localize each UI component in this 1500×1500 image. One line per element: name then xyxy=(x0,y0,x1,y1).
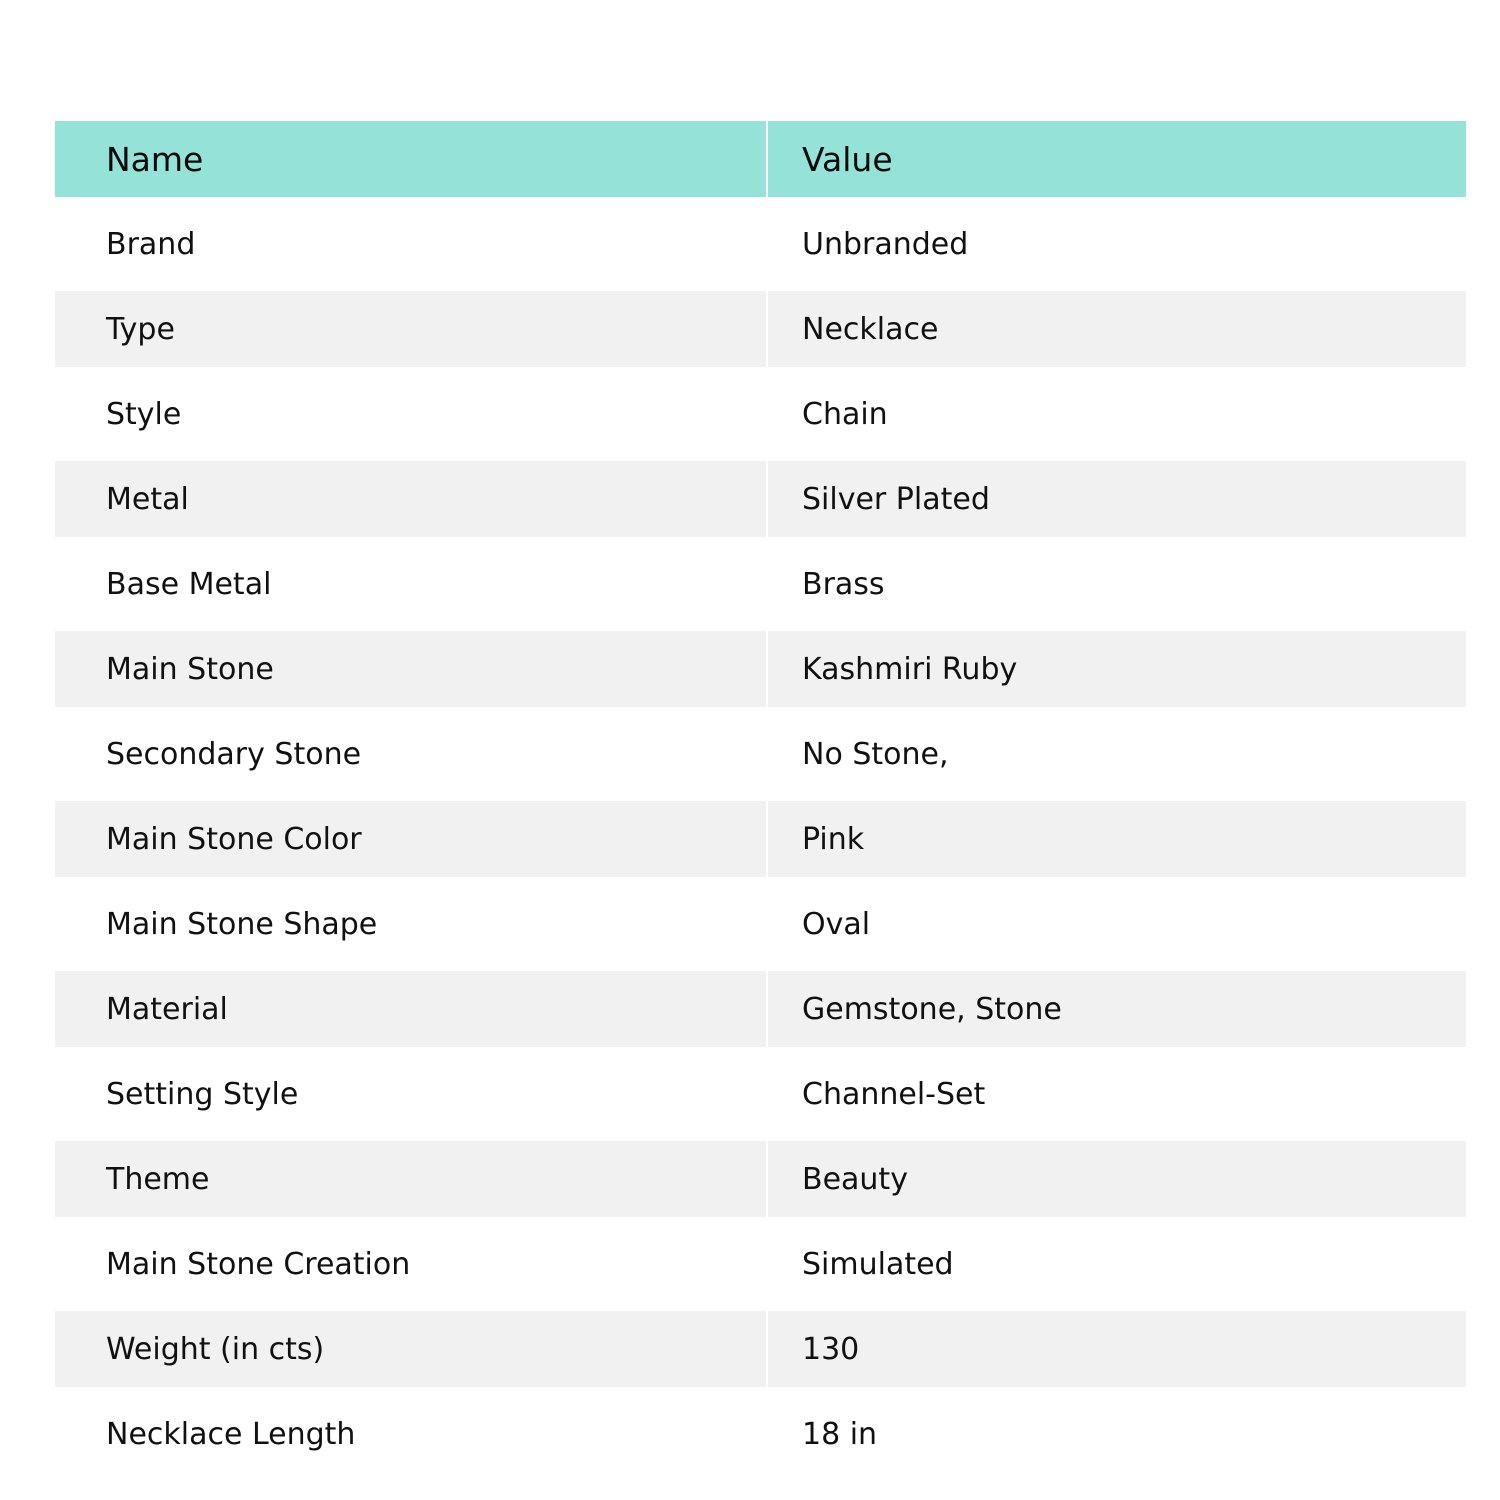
row-name-cell: Necklace Length xyxy=(55,1396,766,1472)
row-name-cell: Metal xyxy=(55,461,766,537)
row-name-cell: Weight (in cts) xyxy=(55,1311,766,1387)
row-name-cell: Main Stone Shape xyxy=(55,886,766,962)
row-name-cell: Main Stone Color xyxy=(55,801,766,877)
row-value-cell: 130 xyxy=(768,1311,1466,1387)
table-row xyxy=(55,1226,1466,1302)
table-header-row xyxy=(55,121,1466,197)
row-value-cell: Oval xyxy=(768,886,1466,962)
row-value-cell: Silver Plated xyxy=(768,461,1466,537)
table-row xyxy=(55,801,1466,877)
row-name-cell: Secondary Stone xyxy=(55,716,766,792)
row-name-cell: Theme xyxy=(55,1141,766,1217)
table-row xyxy=(55,461,1466,537)
row-value-cell: Kashmiri Ruby xyxy=(768,631,1466,707)
row-value-cell: No Stone, xyxy=(768,716,1466,792)
row-name-cell: Main Stone Creation xyxy=(55,1226,766,1302)
table-row xyxy=(55,546,1466,622)
table-row xyxy=(55,716,1466,792)
row-value-cell: Unbranded xyxy=(768,206,1466,282)
row-value-cell: 18 in xyxy=(768,1396,1466,1472)
spec-table xyxy=(55,121,1466,1472)
row-name-cell: Type xyxy=(55,291,766,367)
table-row xyxy=(55,1396,1466,1472)
row-name-cell: Main Stone xyxy=(55,631,766,707)
table-row xyxy=(55,1141,1466,1217)
row-name-cell: Brand xyxy=(55,206,766,282)
table-row xyxy=(55,886,1466,962)
table-row xyxy=(55,1056,1466,1132)
table-body xyxy=(55,206,1466,1472)
table-row xyxy=(55,376,1466,452)
row-value-cell: Gemstone, Stone xyxy=(768,971,1466,1047)
column-header-value: Value xyxy=(768,121,1466,197)
row-name-cell: Setting Style xyxy=(55,1056,766,1132)
row-name-cell: Style xyxy=(55,376,766,452)
row-value-cell: Brass xyxy=(768,546,1466,622)
row-value-cell: Channel-Set xyxy=(768,1056,1466,1132)
row-value-cell: Simulated xyxy=(768,1226,1466,1302)
row-name-cell: Material xyxy=(55,971,766,1047)
column-header-name: Name xyxy=(55,121,766,197)
row-value-cell: Necklace xyxy=(768,291,1466,367)
row-value-cell: Beauty xyxy=(768,1141,1466,1217)
table-row xyxy=(55,291,1466,367)
table-row xyxy=(55,631,1466,707)
row-value-cell: Chain xyxy=(768,376,1466,452)
row-name-cell: Base Metal xyxy=(55,546,766,622)
row-value-cell: Pink xyxy=(768,801,1466,877)
table-row xyxy=(55,206,1466,282)
table-row xyxy=(55,1311,1466,1387)
table-row xyxy=(55,971,1466,1047)
